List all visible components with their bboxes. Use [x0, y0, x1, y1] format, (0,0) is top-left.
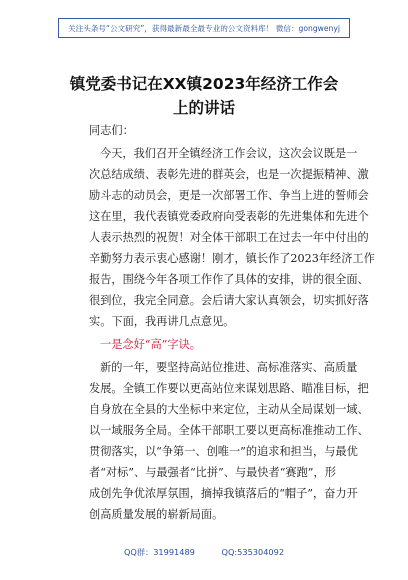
paragraph-line: 新的一年，要坚持高站位推进、高标准落实、高质量 — [100, 361, 358, 374]
paragraph-line: 自身放在全县的大坐标中来定位，主动从全局谋划一域、 — [89, 403, 369, 416]
section-heading: 一是念好“高”字诀。 — [100, 338, 201, 351]
salutation: 同志们： — [89, 124, 134, 137]
paragraph-line: 报告，围绕今年各项工作作了具体的安排，讲的很全面、 — [89, 273, 369, 286]
paragraph-line: 者“对标”、与最强者“比拼”、与最快者“赛跑”，形 — [89, 466, 336, 479]
paragraph-line: 创高质量发展的崭新局面。 — [89, 508, 224, 521]
paragraph-line: 成创先争优浓厚氛围，摘掉我镇落后的“帽子”，奋力开 — [89, 487, 358, 500]
paragraph-line: 人表示热烈的祝贺！对全体干部职工在过去一年中付出的 — [89, 231, 369, 244]
title-line-2: 上的讲话 — [172, 99, 235, 117]
paragraph-line: 这在里，我代表镇党委政府向受表彰的先进集体和先进个 — [89, 210, 369, 223]
promo-banner: 关注头条号“公文研究”，获得最新最全最专业的公文资料库！ 微信：gongwenyj — [58, 18, 350, 38]
paragraph-line: 今天，我们召开全镇经济工作会议，这次会议既是一 — [100, 147, 358, 160]
paragraph-line: 以一域服务全局。全体干部职工要以更高标准推动工作、 — [89, 424, 369, 437]
qq-label: QQ:535304092 — [221, 547, 285, 557]
qq-group-label: QQ群：31991489 — [123, 547, 195, 557]
paragraph-line: 实。下面，我再讲几点意见。 — [89, 315, 235, 328]
paragraph-line: 贯彻落实，以“争第一、创唯一”的追求和担当，与最优 — [89, 445, 358, 458]
paragraph-line: 次总结成绩、表彰先进的群英会，也是一次提振精神、激 — [89, 168, 369, 181]
paragraph-line: 很到位，我完全同意。会后请大家认真领会，切实抓好落 — [89, 294, 369, 307]
title-line-1: 镇党委书记在XX镇2023年经济工作会 — [69, 75, 339, 93]
paragraph-line: 辛勤努力表示衷心感谢！刚才，镇长作了2023年经济工作 — [89, 252, 375, 265]
contact-footer — [0, 547, 408, 558]
paragraph-line: 励斗志的动员会，更是一次部署工作、争当上进的誓师会 — [89, 189, 369, 202]
paragraph-line: 发展。全镇工作要以更高站位来谋划思路、瞄准目标，把 — [89, 382, 369, 395]
document-title — [40, 72, 368, 120]
